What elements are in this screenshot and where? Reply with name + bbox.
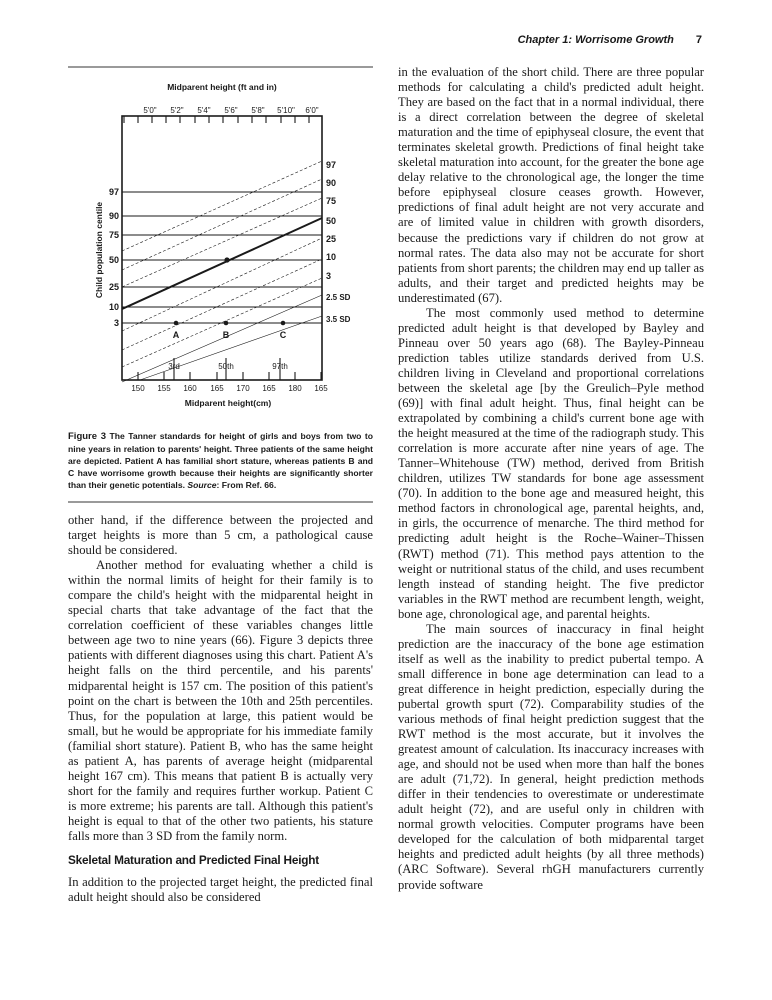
right-centile-label: 10 bbox=[326, 252, 337, 262]
bottom-marker-label: 3rd bbox=[168, 362, 180, 371]
bottom-tick-label: 155 bbox=[157, 384, 171, 393]
top-axis-label: Midparent height (ft and in) bbox=[167, 82, 277, 92]
body-paragraph: In addition to the projected target height, the predicted final adult height should also be considered bbox=[68, 875, 373, 905]
top-tick-label: 6'0" bbox=[305, 106, 319, 115]
bottom-tick-label: 160 bbox=[183, 384, 197, 393]
diagonal-90 bbox=[122, 179, 322, 270]
left-centile-label: 50 bbox=[108, 255, 119, 265]
patient-b-dot bbox=[224, 321, 229, 326]
caption-text: The Tanner standards for height of girls and boys from two to nine years in relation to parents' height. Three patients of the same height are depicted. Patient A has familial short stature, whereas patients B and C have worrisome growth because their heights are significantly shorter than their genetic potentials. bbox=[68, 431, 373, 490]
right-centile-label: 25 bbox=[326, 234, 337, 244]
diagonal-50 bbox=[122, 218, 322, 309]
caption-label: Figure 3 bbox=[68, 431, 107, 442]
top-ticks bbox=[124, 116, 309, 123]
figure-caption bbox=[68, 430, 373, 503]
caption-source-text: : From Ref. 66. bbox=[216, 480, 277, 490]
top-tick-label: 5'8" bbox=[251, 106, 265, 115]
caption-source-label: Source bbox=[187, 480, 217, 490]
diagonal-97 bbox=[122, 161, 322, 251]
page-number: 7 bbox=[695, 34, 702, 46]
right-centile-label: 97 bbox=[326, 160, 337, 170]
right-centile-label: 75 bbox=[326, 196, 337, 206]
figure-top-rule bbox=[68, 66, 373, 68]
left-centile-label: 75 bbox=[108, 230, 119, 240]
chart-frame bbox=[122, 116, 322, 380]
figure-3 bbox=[68, 76, 373, 426]
top-tick-label: 5'2" bbox=[170, 106, 184, 115]
y-axis-label: Child population centile bbox=[94, 201, 104, 299]
bottom-tick-label: 180 bbox=[288, 384, 302, 393]
right-centile-label: 50 bbox=[326, 216, 337, 226]
patient-c-label: C bbox=[279, 330, 287, 340]
left-centile-label: 97 bbox=[108, 187, 119, 197]
diagonal-3 bbox=[122, 278, 322, 367]
section-heading: Skeletal Maturation and Predicted Final Height bbox=[68, 853, 320, 868]
body-paragraph: other hand, if the difference between the projected and target heights is more than 5 cm, a pathological cause should be considered. bbox=[68, 513, 373, 558]
bottom-marker-label: 97th bbox=[272, 362, 288, 371]
running-header bbox=[518, 34, 702, 46]
patient-a-dot bbox=[174, 321, 179, 326]
body-paragraph: in the evaluation of the short child. There are three popular methods for calculating a child's predicted adult height. They are based on the fact that in a normal individual, there is a direct correlation between the degree of skeletal maturation and the time of epiphyseal closure, the event that terminates skeletal growth. Predictions of final height take skeletal maturation into account, for the greater the bone age delay relative to the chronological age, the longer the time before epiphyseal closure ceases growth. However, predictions of final adult height are not very accurate and are of limited value in children with growth disorders, because the predictions vary if children do not grow at normal rates. The data also may not be accurate for short patients from short parents; the children may end up taller as adults, and their target and predicted heights may be underestimated (67). bbox=[398, 65, 704, 305]
diagonal-25 bbox=[122, 238, 322, 331]
left-centile-label: 90 bbox=[108, 211, 119, 221]
right-sd-label: 3.5 SD bbox=[326, 315, 351, 324]
patient-a-label: A bbox=[172, 330, 180, 340]
left-centile-label: 25 bbox=[108, 282, 119, 292]
body-paragraph: Another method for evaluating whether a child is within the normal limits of height for their family is to compare the child's height with the midparental height in special charts that take advantage of the fact that the correlation coefficient of these variables changes little between age two to nine years (66). Figure 3 depicts three patients with different diagnoses using this chart. Patient A's height falls on the third percentile, and his parents' midparental height is 157 cm. The position of this patient's point on the chart is between the 10th and 25th percentiles. Thus, for the population at large, this patient would be small, but he would be appropriate for his immediate family (familial short stature). Patient B, who has the same height as patient A, has parents of average height (midparental height 167 cm). This means that patient B is actually very short for the family and requires further workup. Patient C is more extreme; his parents are tall. Although this patient's height is equal to that of the other two patients, his stature falls more than 3 SD from the family norm. bbox=[68, 558, 373, 843]
right-sd-label: 2.5 SD bbox=[326, 293, 351, 302]
left-column bbox=[68, 66, 373, 905]
tanner-chart bbox=[68, 76, 373, 426]
body-paragraph: The main sources of inaccuracy in final height prediction are the inaccuracy of the bone age estimation itself as well as the inability to predict pubertal tempo. A small difference in bone age determination can lead to a great difference in height prediction, especially during the pubertal growth spurt (72). Comparability studies of the various methods of final height prediction suggest that the RWT method is the most accurate, but it involves the greatest amount of calculation. Its inaccuracy increases with age, and should not be used when more than half the bones are adult (71,72). In general, height prediction methods differ in their tendencies to overestimate or underestimate adult height (72), and are useful only in children with normal growth velocities. Computer programs have been developed for the calculation of both midparental target heights and predicted adult heights (by all three methods) (ARC Software). Several rhGH manufacturers currently provide software bbox=[398, 621, 704, 892]
top-tick-label: 5'6" bbox=[224, 106, 238, 115]
top-tick-label: 5'10" bbox=[277, 106, 295, 115]
diagonal-75 bbox=[122, 198, 322, 287]
right-centile-label: 3 bbox=[326, 271, 332, 281]
chapter-title: Chapter 1: Worrisome Growth bbox=[517, 34, 674, 46]
x-axis-label: Midparent height(cm) bbox=[184, 398, 272, 408]
right-column bbox=[398, 65, 704, 893]
left-centile-label: 3 bbox=[113, 318, 119, 328]
midparent-50-marker bbox=[224, 257, 229, 262]
patient-c-dot bbox=[281, 321, 286, 326]
bottom-tick-label: 150 bbox=[131, 384, 145, 393]
bottom-tick-label: 165 bbox=[210, 384, 224, 393]
bottom-tick-label: 165 bbox=[262, 384, 276, 393]
body-paragraph: The most commonly used method to determine predicted adult height is that developed by Bayley and Pinneau over 50 years ago (68). The Bayley-Pinneau prediction tables utilize standards derived from U.S. children living in Cleveland and proportional correlations between the skeletal age [by the Greulich–Pyle method (69)] with final adult height. Thus, final height can be extrapolated by combining a child's current bone age with the height measured at the time of the radiograph study. This correlation is more accurate after nine years of age. The Tanner–Whitehouse (TW) method, derived from British children, utilizes TW standards for bone age assessment (70). In addition to the bone age and measured height, this method factors in chronological age, parental heights, and, in girls, the occurrence of menarche. The third method for predicting adult height is the Roche–Wainer–Thissen (RWT) method (71). This method pays attention to the weight or nutritional status of the child, and uses recumbent length instead of standing height. The five predictor variables in the RWT method are recumbent length, weight, bone age, chronological age, and parental heights. bbox=[398, 305, 704, 621]
patient-b-label: B bbox=[222, 330, 230, 340]
bottom-tick-label: 165 bbox=[314, 384, 328, 393]
right-centile-label: 90 bbox=[326, 178, 337, 188]
left-centile-label: 10 bbox=[108, 302, 119, 312]
top-tick-label: 5'0" bbox=[143, 106, 157, 115]
bottom-tick-label: 170 bbox=[236, 384, 250, 393]
top-tick-label: 5'4" bbox=[197, 106, 211, 115]
bottom-marker-label: 50th bbox=[218, 362, 234, 371]
